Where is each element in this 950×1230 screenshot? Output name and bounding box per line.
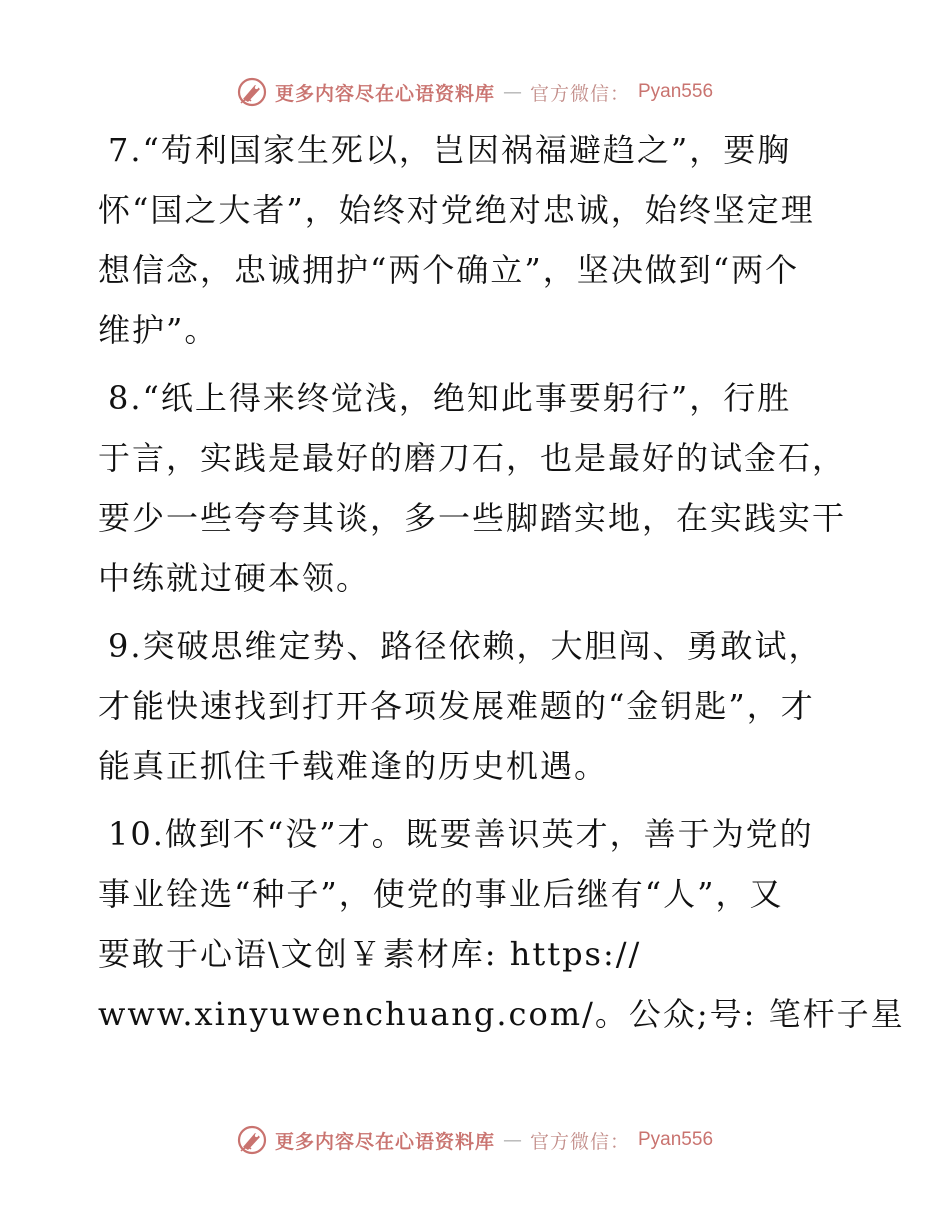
paragraph-line: 事业铨选“种子”，使党的事业后继有“人”，又 (98, 875, 784, 913)
document-body (98, 120, 905, 1052)
paragraph-line: 8.“纸上得来终觉浅，绝知此事要躬行”，行胜 (108, 379, 792, 417)
paragraph-line: 中练就过硬本领。 (98, 559, 371, 597)
header-wechat-label: 官方微信： (529, 82, 630, 105)
paragraph-line: 能真正抓住千载难逢的历史机遇。 (98, 747, 609, 785)
paragraph-line: 7.“苟利国家生死以，岂因祸福避趋之”，要胸 (108, 131, 792, 169)
footer-wechat-id: Pyan556 (638, 1129, 714, 1150)
paragraph-line: 于言，实践是最好的磨刀石，也是最好的试金石， (98, 439, 847, 477)
paragraph-line: 怀“国之大者”，始终对党绝对忠诚，始终坚定理 (98, 191, 815, 229)
header-wechat-id: Pyan556 (638, 81, 714, 102)
paragraph-7 (98, 120, 858, 360)
paragraph-line: 维护”。 (98, 311, 219, 349)
header-brand (237, 77, 713, 107)
footer-brand (237, 1125, 713, 1155)
header-dash: — (502, 81, 522, 103)
page-footer (0, 1120, 950, 1160)
paragraph-9 (98, 616, 858, 796)
footer-wechat-label: 官方微信： (529, 1130, 630, 1153)
paragraph-10 (98, 804, 905, 1044)
paragraph-line: 想信念，忠诚拥护“两个确立”，坚决做到“两个 (98, 251, 800, 289)
paragraph-line: www.xinyuwenchuang.com/。公众;号: 笔杆子星 (98, 995, 905, 1033)
paragraph-line: 10.做到不“没”才。既要善识英才，善于为党的 (108, 815, 814, 853)
pen-nib-logo-icon (237, 1125, 267, 1155)
pen-nib-logo-icon (237, 77, 267, 107)
page-header (0, 72, 950, 112)
paragraph-8 (98, 368, 858, 608)
paragraph-line: 9.突破思维定势、路径依赖，大胆闯、勇敢试， (108, 627, 823, 665)
paragraph-line: 要少一些夸夸其谈，多一些脚踏实地，在实践实干 (98, 499, 847, 537)
footer-dash: — (502, 1129, 522, 1151)
footer-brand-text: 更多内容尽在心语资料库 (274, 1130, 495, 1153)
paragraph-line: 才能快速找到打开各项发展难题的“金钥匙”，才 (98, 687, 815, 725)
header-brand-text: 更多内容尽在心语资料库 (274, 82, 495, 105)
paragraph-line: 要敢于心语\文创￥素材库: https:// (98, 935, 642, 973)
